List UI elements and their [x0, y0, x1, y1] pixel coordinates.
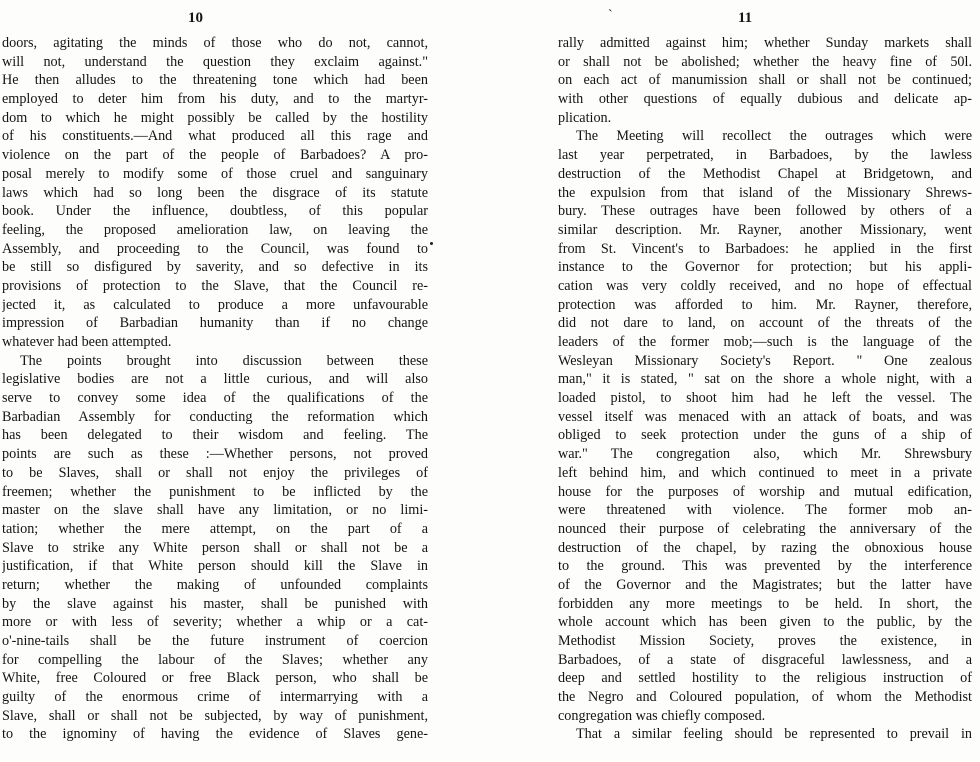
- text-line: war." The congregation also, which Mr. Shrewsbury: [558, 446, 972, 463]
- text-line: man," it is stated, " sat on the shore a whole night, with a: [558, 371, 972, 388]
- text-line: feeling, the proposed amelioration law, on leaving the: [2, 221, 428, 238]
- right-page: [540, 0, 980, 762]
- text-line: o'-nine-tails shall be the future instrument of coercion: [2, 633, 428, 649]
- text-line: book. Under the influence, doubtless, of this popular: [2, 203, 428, 220]
- text-line: to the ignominy of having the evidence of Slaves gene-: [2, 726, 428, 743]
- text-line: or shall not be abolished; whether the heavy fine of 50l.: [558, 53, 972, 70]
- text-line: vessel itself was menaced with an attack of boats, and was: [558, 408, 972, 425]
- text-line: instance to the Governor for protection; but his appli-: [558, 259, 972, 276]
- text-line: protection was afforded to him. Mr. Rayner, therefore,: [558, 296, 972, 313]
- text-line: rally admitted against him; whether Sunday markets shall: [558, 35, 972, 51]
- text-line: bury. These outrages have been followed by others of a: [558, 203, 972, 220]
- text-line: laws which had so long been the disgrace of its statute: [2, 184, 428, 201]
- text-line: points are such as these :—Whether persons, not proved: [2, 446, 428, 463]
- page-number: 11: [738, 10, 753, 26]
- text-line: from St. Vincent's to Barbadoes: he applied in the first: [558, 240, 972, 257]
- text-line: Assembly, and proceeding to the Council, was found to: [2, 240, 428, 257]
- ink-speck: [430, 242, 433, 245]
- text-line: jected it, as calculated to produce a more unfavourable: [2, 296, 428, 313]
- text-line: guilty of the enormous crime of intermarrying with a: [2, 689, 428, 706]
- header-mark: ˋ: [608, 8, 613, 23]
- text-line: freemen; whether the punishment to be inflicted by the: [2, 483, 428, 500]
- text-line: The Meeting will recollect the outrages which were: [576, 128, 972, 145]
- text-line: will not, understand the question they exclaim against.": [2, 53, 428, 70]
- text-line: doors, agitating the minds of those who do not, cannot,: [2, 35, 428, 51]
- text-line: for compelling the labour of the Slaves; whether any: [2, 651, 428, 668]
- text-line: dom to which he might possibly be called by the hostility: [2, 109, 428, 126]
- text-line: left behind him, and which continued to meet in a private: [558, 464, 972, 481]
- text-line: to the ground. This was prevented by the interference: [558, 558, 972, 575]
- page-text: [558, 34, 972, 744]
- text-line: deep and settled hostility to the religious instruction of: [558, 670, 972, 687]
- page-text: [2, 34, 428, 744]
- text-line: did not dare to land, on account of the threats of the: [558, 315, 972, 332]
- text-line: violence on the part of the people of Barbadoes? A pro-: [2, 147, 428, 164]
- text-line: That a similar feeling should be represented to prevail in: [576, 726, 972, 743]
- text-line: He then alludes to the threatening tone which had been: [2, 72, 428, 89]
- text-line: similar description. Mr. Rayner, another Missionary, went: [558, 221, 972, 238]
- text-line: legislative bodies are not a little curious, and will also: [2, 371, 428, 388]
- text-line: leaders of the former mob;—such is the language of the: [558, 334, 972, 350]
- text-line: Slave, shall or shall not be subjected, by way of punishment,: [2, 707, 428, 724]
- text-line: be still so disfigured by saverity, and so defective in its: [2, 259, 428, 276]
- text-line: tation; whether the mere attempt, on the part of a: [2, 520, 428, 537]
- text-line: with other questions of equally dubious and delicate ap-: [558, 91, 972, 108]
- text-line: Methodist Mission Society, proves the existence, in: [558, 633, 972, 649]
- text-line: the Negro and Coloured population, of whom the Methodist: [558, 689, 972, 706]
- text-line: whole account which has been given to the public, by the: [558, 614, 972, 631]
- text-line: last year perpetrated, in Barbadoes, by the lawless: [558, 147, 972, 164]
- text-line: house for the purposes of worship and mutual edification,: [558, 483, 972, 500]
- text-line: has been delegated to their wisdom and feeling. The: [2, 427, 428, 444]
- text-line: were threatened with violence. The former mob an-: [558, 502, 972, 519]
- text-line: impression of Barbadian humanity than if no change: [2, 315, 428, 332]
- text-line: congregation was chiefly composed.: [558, 707, 766, 724]
- text-line: justification, if that White person should kill the Slave in: [2, 558, 428, 575]
- text-line: employed to deter him from his duty, and to the martyr-: [2, 91, 428, 108]
- text-line: by the slave against his master, shall be punished with: [2, 595, 428, 612]
- text-line: Wesleyan Missionary Society's Report. " One zealous: [558, 352, 972, 369]
- text-line: on each act of manumission shall or shall not be continued;: [558, 72, 972, 89]
- text-line: the expulsion from that island of the Missionary Shrews-: [558, 184, 972, 201]
- text-line: provisions of protection to the Slave, that the Council re-: [2, 277, 428, 294]
- text-line: cation was very coldly received, and no hope of effectual: [558, 277, 972, 294]
- text-line: of the Governor and the Magistrates; but the latter have: [558, 576, 972, 593]
- text-line: nounced their purpose of celebrating the anniversary of the: [558, 520, 972, 537]
- text-line: Barbadoes, of a state of disgraceful lawlessness, and a: [558, 651, 972, 668]
- text-line: The points brought into discussion between these: [20, 352, 428, 369]
- text-line: to be Slaves, shall or shall not enjoy the privileges of: [2, 464, 428, 481]
- text-line: destruction of the Methodist Chapel at Bridgetown, and: [558, 165, 972, 182]
- text-line: serve to convey some idea of the qualifications of the: [2, 390, 428, 407]
- text-line: loaded pistol, to shoot him had he left the vessel. The: [558, 390, 972, 407]
- page-number: 10: [188, 10, 203, 26]
- text-line: Barbadian Assembly for conducting the reformation which: [2, 408, 428, 425]
- text-line: more or with less of severity; whether a whip or a cat-: [2, 614, 428, 631]
- left-page: [0, 0, 440, 762]
- text-line: White, free Coloured or free Black person, who shall be: [2, 670, 428, 687]
- text-line: plication.: [558, 109, 612, 126]
- text-line: whatever had been attempted.: [2, 334, 172, 350]
- text-line: of his constituents.—And what produced all this rage and: [2, 128, 428, 145]
- text-line: master on the slave shall have any limitation, or no limi-: [2, 502, 428, 519]
- text-line: destruction of the chapel, by razing the obnoxious house: [558, 539, 972, 556]
- text-line: posal merely to modify some of those cruel and sanguinary: [2, 165, 428, 182]
- text-line: forbidden any more meetings to be held. In short, the: [558, 595, 972, 612]
- text-line: Slave to strike any White person shall or shall not be a: [2, 539, 428, 556]
- text-line: obliged to seek protection under the guns of a ship of: [558, 427, 972, 444]
- text-line: return; whether the making of unfounded complaints: [2, 576, 428, 593]
